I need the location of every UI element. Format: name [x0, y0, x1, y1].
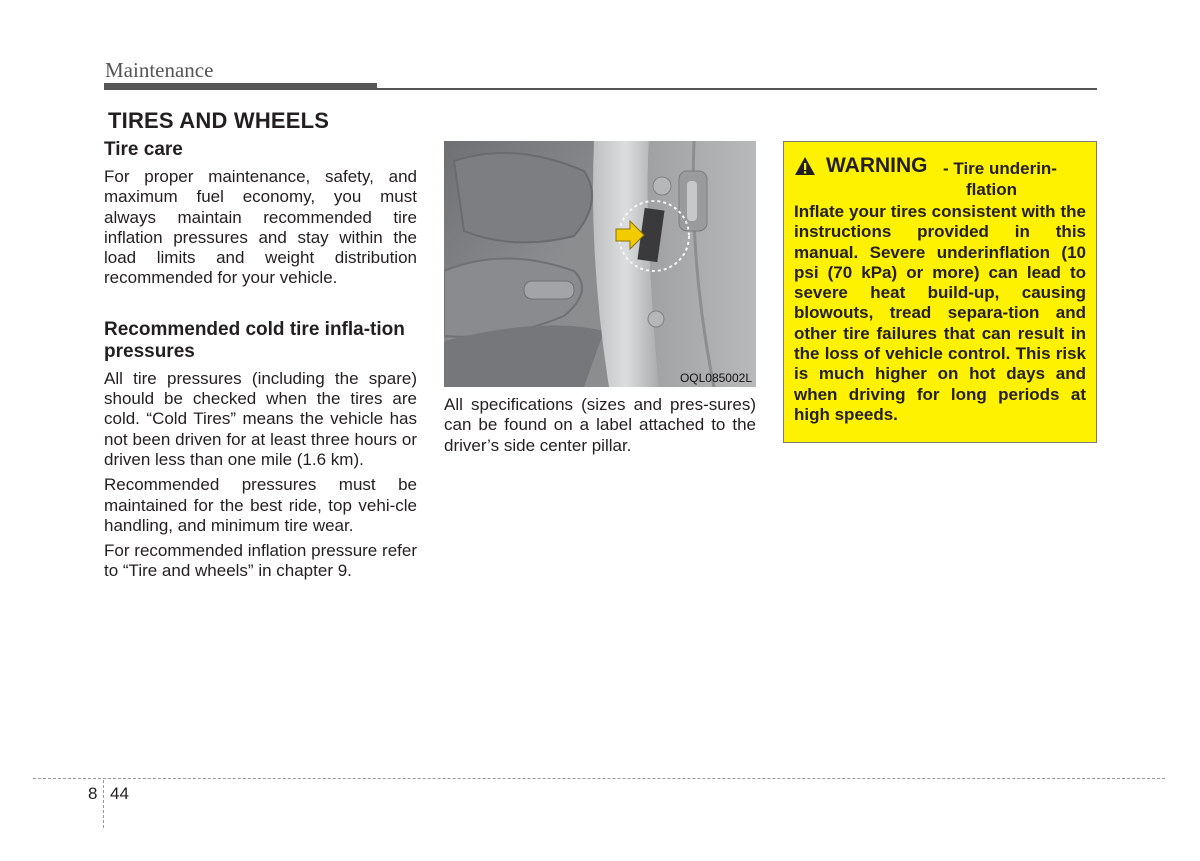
left-column [104, 139, 417, 587]
figure-code: OQL085002L [679, 371, 752, 385]
tire-care-heading: Tire care [104, 139, 183, 160]
warning-text: Inflate your tires consistent with the instructions provided in this manual. Severe underinflation (10 psi (70 kPa) or more) can lead to severe heat build-up, causing blowouts, tread separa-tion and other tire failures that can result in the loss of vehicle control. This risk is much higher on hot days and when driving for long periods at high speeds. [794, 202, 1086, 424]
warning-triangle-icon [794, 156, 816, 176]
warning-subtitle-line2: flation [966, 180, 1017, 199]
warning-label: WARNING [826, 154, 928, 177]
chapter-number: 8 [88, 784, 98, 803]
door-pillar-illustration [444, 141, 756, 387]
cold-pressures-heading: Recommended cold tire infla-tion pressures [104, 318, 405, 362]
footer-rule [33, 778, 1165, 779]
warning-header [794, 154, 1086, 202]
footer-divider [103, 780, 104, 828]
tire-care-paragraph: For proper maintenance, safety, and maximum fuel economy, you must always maintain recommended tire inflation pressures and stay within the load limits and weight distribution recommended for your vehicle. [104, 167, 417, 288]
cold-pressures-paragraph-1: All tire pressures (including the spare) should be checked when the tires are cold. “Cold Tires” means the vehicle has not been driven for at least three hours or driven less than one mile (1.6 km). [104, 368, 417, 469]
door-pillar-photo [444, 141, 756, 387]
cold-pressures-paragraph-3: For recommended inflation pressure refer to “Tire and wheels” in chapter 9. [104, 541, 417, 581]
header-rule-thick [104, 83, 377, 90]
header-rule-thin [377, 88, 1097, 90]
warning-subtitle-line1: - Tire underin- [943, 159, 1057, 178]
figure-caption: All specifications (sizes and pres-sures) can be found on a label attached to the driver’s side center pillar. [444, 395, 756, 455]
cold-pressures-paragraph-2: Recommended pressures must be maintained for the best ride, top vehi-cle handling, and minimum tire wear. [104, 475, 417, 535]
page-title: TIRES AND WHEELS [108, 108, 330, 133]
section-header: Maintenance [105, 58, 214, 82]
page-number: 44 [110, 784, 129, 803]
warning-box [783, 141, 1097, 443]
